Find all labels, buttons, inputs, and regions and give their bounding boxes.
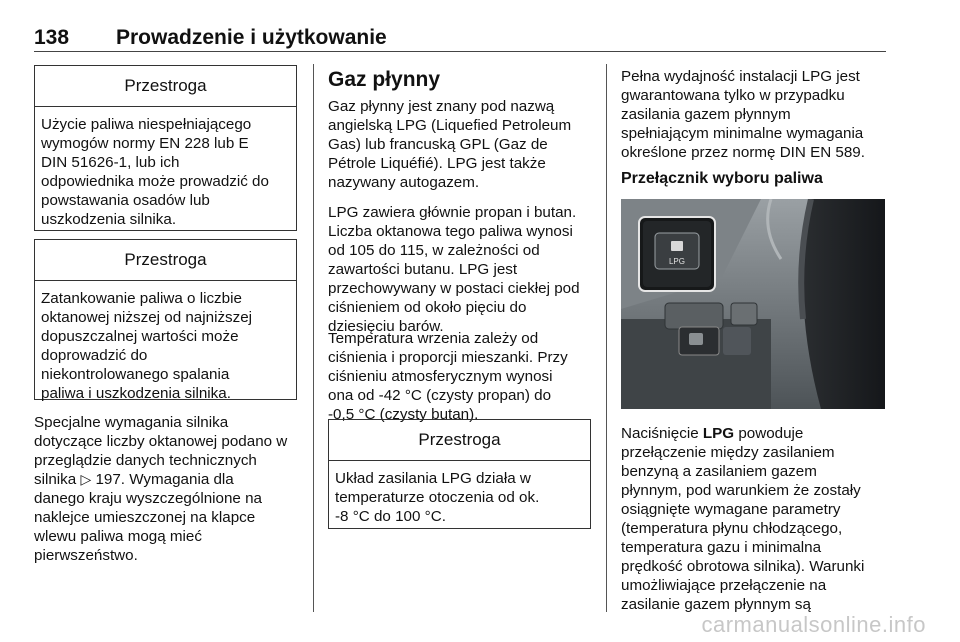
- text-line: pierwszeństwo.: [34, 547, 138, 564]
- warning-title: Przestroga: [329, 420, 590, 461]
- text-line: Liczba oktanowa tego paliwa wynosi: [328, 223, 573, 240]
- lpg-button-label: LPG: [668, 257, 686, 266]
- text-line: -0,5 °C (czysty butan).: [328, 406, 479, 423]
- text-line: -8 °C do 100 °C.: [335, 508, 446, 525]
- text-line: płynnym, pod warunkiem że zostały: [621, 482, 861, 499]
- text-line: paliwa i uszkodzenia silnika.: [41, 385, 231, 402]
- warning-text: [35, 107, 296, 229]
- text-line: (temperatura płynu chłodzącego,: [621, 520, 843, 537]
- column-divider-left: [313, 64, 314, 612]
- text-line: określone przez normę DIN EN 589.: [621, 144, 865, 161]
- warning-box: [34, 65, 297, 231]
- text-line: osiągnięte wymagane parametry: [621, 501, 841, 518]
- text-line: Użycie paliwa niespełniającego: [41, 116, 252, 133]
- text-line: prędkość obrotowa silnika). Warunki: [621, 558, 865, 575]
- text-line: Zatankowanie paliwa o liczbie: [41, 290, 242, 307]
- warning-box: [328, 419, 591, 529]
- text-line: Temperatura wrzenia zależy od: [328, 330, 539, 347]
- text-line: Gaz płynny jest znany pod nazwą: [328, 98, 555, 115]
- text-line: wymogów normy EN 228 lub E: [41, 135, 249, 152]
- text-line: gwarantowana tylko w przypadku: [621, 87, 845, 104]
- page-title: Prowadzenie i użytkowanie: [116, 26, 387, 49]
- text-line: temperaturze otoczenia od ok.: [335, 489, 540, 506]
- text-line: dotyczące liczby oktanowej podano w: [34, 433, 288, 450]
- header-rule: [34, 51, 886, 52]
- text-line: zasilanie gazem płynnym są: [621, 596, 811, 613]
- text-line: przeglądzie danych technicznych: [34, 452, 257, 469]
- section-heading: Gaz płynny: [328, 68, 441, 91]
- column-divider-right: [606, 64, 607, 612]
- text-line: zasilania gazem płynnym: [621, 106, 791, 123]
- text-line: zawartości butanu. LPG jest: [328, 261, 518, 278]
- text-span: Naciśnięcie: [621, 425, 703, 442]
- text-line: temperatura gazu i minimalna: [621, 539, 822, 556]
- text-line: od 105 do 115, w zależności od: [328, 242, 540, 259]
- text-line: DIN 51626-1, lub ich: [41, 154, 180, 171]
- lpg-performance-paragraph: [621, 67, 896, 162]
- text-span: silnika: [34, 471, 81, 488]
- text-line: Pełna wydajność instalacji LPG jest: [621, 68, 860, 85]
- text-line: LPG zawiera głównie propan i butan.: [328, 204, 577, 221]
- text-line: dopuszczalnej wartości może: [41, 328, 239, 345]
- warning-title: Przestroga: [35, 66, 296, 107]
- warning-text: [35, 281, 296, 403]
- text-line: danego kraju wyszczególnione na: [34, 490, 262, 507]
- text-line: przechowywany w postaci ciekłej pod: [328, 280, 580, 297]
- text-line: odpowiednika może prowadzić do: [41, 173, 269, 190]
- text-span: powoduje: [734, 425, 804, 442]
- text-line: przełączenie między zasilaniem: [621, 444, 835, 461]
- page-number: 138: [34, 26, 70, 49]
- text-line: benzyną a zasilaniem gazem: [621, 463, 817, 480]
- lpg-button-paragraph: [621, 424, 896, 614]
- text-line: naklejce umieszczonej na klapce: [34, 509, 256, 526]
- text-line: [34, 470, 309, 489]
- subsection-heading: Przełącznik wyboru paliwa: [621, 170, 823, 187]
- text-line: oktanowej niższej od najniższej: [41, 309, 253, 326]
- text-line: doprowadzić do: [41, 347, 148, 364]
- text-line: Specjalne wymagania silnika: [34, 414, 229, 431]
- text-line: ciśnieniu atmosferycznym wynosi: [328, 368, 553, 385]
- lpg-composition-paragraph: [328, 203, 603, 336]
- warning-title: Przestroga: [35, 240, 296, 281]
- text-line: ciśnieniem od około pięciu do: [328, 299, 527, 316]
- text-line: powstawania osadów lub: [41, 192, 210, 209]
- page-header: [34, 18, 884, 52]
- text-line: niekontrolowanego spalania: [41, 366, 230, 383]
- text-line: uszkodzenia silnika.: [41, 211, 177, 228]
- warning-box: [34, 239, 297, 400]
- fuel-selector-photo: [621, 199, 885, 409]
- text-line: Gas) lub francuską GPL (Gaz de: [328, 136, 548, 153]
- text-line: angielską LPG (Liquefied Petroleum: [328, 117, 572, 134]
- text-line: ciśnienia i proporcji mieszanki. Przy: [328, 349, 568, 366]
- text-line: [621, 424, 896, 443]
- page-reference-arrow-icon[interactable]: ▷: [80, 471, 92, 487]
- text-line: Pétrole Liquéfié). LPG jest także: [328, 155, 546, 172]
- text-line: dziesięciu barów.: [328, 318, 444, 335]
- lpg-intro-paragraph: [328, 97, 603, 192]
- text-line: wlewu paliwa mogą mieć: [34, 528, 202, 545]
- text-line: nazywany autogazem.: [328, 174, 480, 191]
- text-line: ona od -42 °C (czysty propan) do: [328, 387, 552, 404]
- watermark: carmanualsonline.info: [701, 612, 926, 637]
- lpg-button-reference: LPG: [702, 425, 735, 442]
- dashboard-illustration: [621, 199, 885, 409]
- boiling-temperature-paragraph: [328, 329, 603, 424]
- text-line: umożliwiające przełączenie na: [621, 577, 827, 594]
- octane-requirements-paragraph: [34, 413, 309, 565]
- text-line: spełniającym minimalne wymagania: [621, 125, 864, 142]
- warning-text: [329, 461, 590, 526]
- page-reference-text: 197. Wymagania dla: [91, 471, 234, 488]
- text-line: Układ zasilania LPG działa w: [335, 470, 531, 487]
